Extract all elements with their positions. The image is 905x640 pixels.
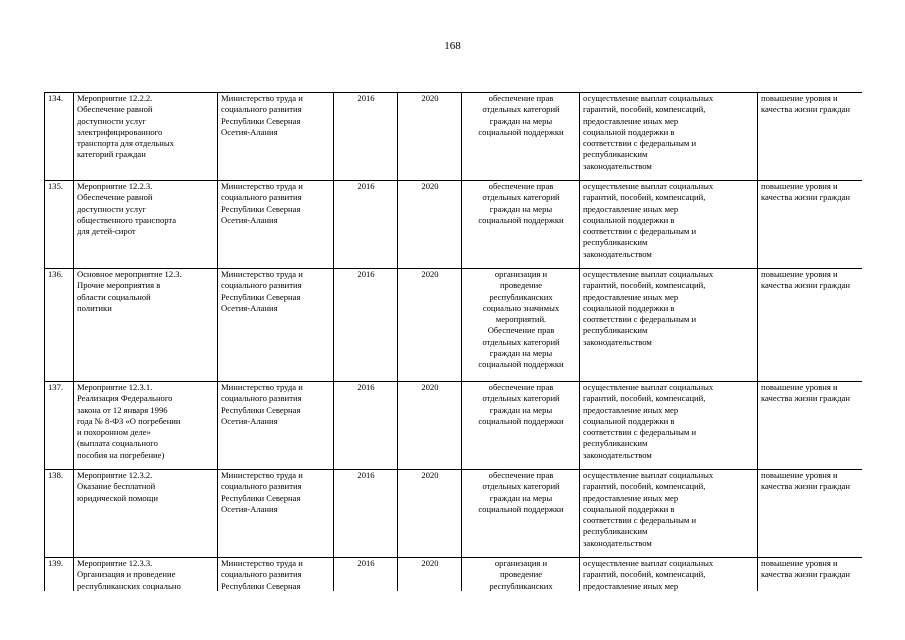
start-year-cell: 2016: [334, 470, 398, 558]
program-table: [44, 92, 862, 591]
program-table-container: [44, 92, 862, 591]
effect-cell: повышение уровня и качества жизни граждан: [758, 382, 863, 470]
effect-cell: повышение уровня и качества жизни граждан: [758, 93, 863, 181]
event-name-cell: Мероприятие 12.3.2. Оказание бесплатной юридической помощи: [74, 470, 218, 558]
expected-result-cell: обеспечение прав отдельных категорий граждан на меры социальной поддержки: [462, 382, 580, 470]
executor-cell: Министерство труда и социального развития Республики Северная Осетия-Алания: [218, 269, 334, 382]
table-row: [45, 181, 863, 269]
table-row: [45, 470, 863, 558]
expected-result-cell: организация и проведение республиканских социально значимых мероприятий. Обеспечение прав отдельных категорий граждан на меры социальной поддержки: [462, 269, 580, 382]
start-year-cell: 2016: [334, 93, 398, 181]
event-name-cell: Мероприятие 12.2.2. Обеспечение равной доступности услуг электрифицированного транспорта для отдельных категорий граждан: [74, 93, 218, 181]
row-number-cell: 137.: [45, 382, 74, 470]
expected-result-cell: обеспечение прав отдельных категорий граждан на меры социальной поддержки: [462, 470, 580, 558]
effect-cell: повышение уровня и качества жизни граждан: [758, 558, 863, 592]
row-number-cell: 134.: [45, 93, 74, 181]
expected-result-cell: обеспечение прав отдельных категорий граждан на меры социальной поддержки: [462, 93, 580, 181]
table-row: [45, 558, 863, 592]
executor-cell: Министерство труда и социального развития Республики Северная Осетия-Алания: [218, 382, 334, 470]
row-number-cell: 136.: [45, 269, 74, 382]
expected-result-cell: организация и проведение республиканских: [462, 558, 580, 592]
expected-result-cell: обеспечение прав отдельных категорий граждан на меры социальной поддержки: [462, 181, 580, 269]
executor-cell: Министерство труда и социального развития Республики Северная Осетия-Алания: [218, 181, 334, 269]
measures-cell: осуществление выплат социальных гарантий, пособий, компенсаций, предоставление иных мер социальной поддержки в соответствии с федеральным и республиканским законодательством: [580, 470, 758, 558]
measures-cell: осуществление выплат социальных гарантий, пособий, компенсаций, предоставление иных мер социальной поддержки в соответствии с федеральным и республиканским законодательством: [580, 181, 758, 269]
table-row: [45, 269, 863, 382]
end-year-cell: 2020: [398, 93, 462, 181]
start-year-cell: 2016: [334, 269, 398, 382]
page-number: 168: [444, 40, 461, 52]
measures-cell: осуществление выплат социальных гарантий, пособий, компенсаций, предоставление иных мер социальной поддержки в соответствии с федеральным и республиканским законодательством: [580, 382, 758, 470]
executor-cell: Министерство труда и социального развития Республики Северная: [218, 558, 334, 592]
measures-cell: осуществление выплат социальных гарантий, пособий, компенсаций, предоставление иных мер: [580, 558, 758, 592]
start-year-cell: 2016: [334, 382, 398, 470]
end-year-cell: 2020: [398, 470, 462, 558]
event-name-cell: Мероприятие 12.2.3. Обеспечение равной доступности услуг общественного транспорта для детей-сирот: [74, 181, 218, 269]
effect-cell: повышение уровня и качества жизни граждан: [758, 269, 863, 382]
row-number-cell: 139.: [45, 558, 74, 592]
event-name-cell: Основное мероприятие 12.3. Прочие мероприятия в области социальной политики: [74, 269, 218, 382]
table-row: [45, 382, 863, 470]
end-year-cell: 2020: [398, 269, 462, 382]
end-year-cell: 2020: [398, 558, 462, 592]
measures-cell: осуществление выплат социальных гарантий, пособий, компенсаций, предоставление иных мер социальной поддержки в соответствии с федеральным и республиканским законодательством: [580, 93, 758, 181]
event-name-cell: Мероприятие 12.3.3. Организация и проведение республиканских социально: [74, 558, 218, 592]
executor-cell: Министерство труда и социального развития Республики Северная Осетия-Алания: [218, 470, 334, 558]
effect-cell: повышение уровня и качества жизни граждан: [758, 181, 863, 269]
start-year-cell: 2016: [334, 558, 398, 592]
measures-cell: осуществление выплат социальных гарантий, пособий, компенсаций, предоставление иных мер социальной поддержки в соответствии с федеральным и республиканским законодательством: [580, 269, 758, 382]
executor-cell: Министерство труда и социального развития Республики Северная Осетия-Алания: [218, 93, 334, 181]
effect-cell: повышение уровня и качества жизни граждан: [758, 470, 863, 558]
end-year-cell: 2020: [398, 382, 462, 470]
row-number-cell: 138.: [45, 470, 74, 558]
event-name-cell: Мероприятие 12.3.1. Реализация Федерального закона от 12 января 1996 года № 8-ФЗ «О погребении и похоронном деле» (выплата социального пособия на погребение): [74, 382, 218, 470]
table-body: [45, 93, 863, 592]
end-year-cell: 2020: [398, 181, 462, 269]
row-number-cell: 135.: [45, 181, 74, 269]
start-year-cell: 2016: [334, 181, 398, 269]
table-row: [45, 93, 863, 181]
